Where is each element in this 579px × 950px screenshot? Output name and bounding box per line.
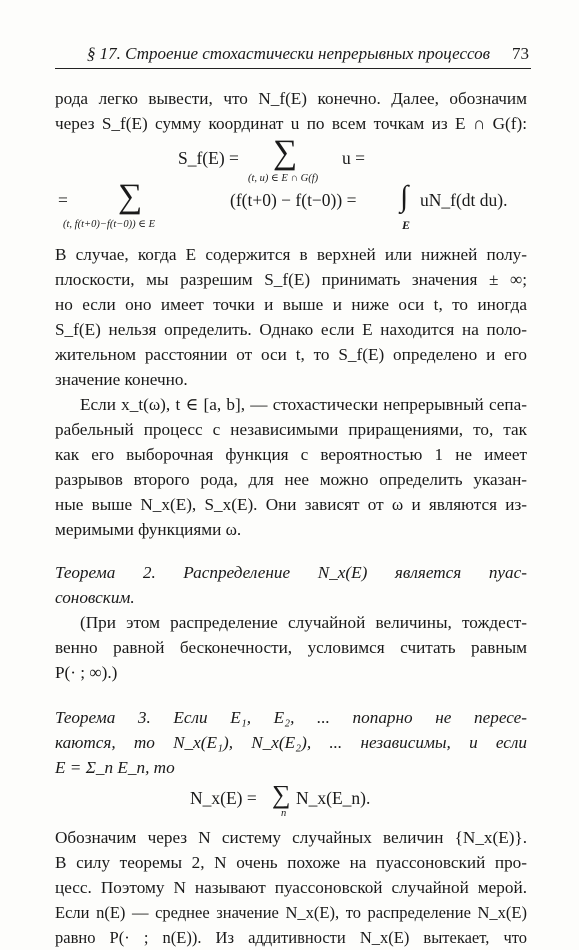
equation-1-right: u = — [342, 148, 365, 168]
header-rule — [55, 68, 531, 69]
integral-symbol: ∫ — [400, 180, 409, 213]
equation-3-subscript: n — [281, 808, 287, 819]
sum-symbol: ∑ — [273, 134, 298, 171]
equation-3-left: N_x(E) = — [190, 788, 257, 808]
text-line: жительном расстоянии от оси t, то S_f(E) определено и его — [55, 345, 527, 364]
text-line: Обозначим через N систему случайных величин {N_x(E)}. — [55, 828, 527, 847]
equation-1-left: S_f(E) = — [178, 148, 239, 168]
text-line: плоскости, мы разрешим S_f(E) принимать значения ± ∞; — [55, 270, 527, 289]
text-line: рода легко вывести, что N_f(E) конечно. Далее, обозначим — [55, 89, 527, 108]
text-line: S_f(E) нельзя определить. Однако если E находится на поло- — [55, 320, 527, 339]
integral-domain: E — [402, 218, 411, 232]
text-line: цесс. Поэтому N называют пуассоновской случайной мерой. — [55, 878, 527, 897]
page-number: 73 — [512, 44, 529, 63]
running-header — [58, 44, 529, 64]
text-line: как его выборочная функция с вероятностью 1 не имеет — [55, 445, 527, 464]
text-line: (При этом распределение случайной величины, тождест- — [80, 613, 527, 632]
text-line: через S_f(E) сумму координат u по всем точкам из E ∩ G(f): — [55, 114, 527, 133]
theorem-2-cont: соновским. — [55, 588, 135, 607]
sum-symbol: ∑ — [118, 178, 143, 215]
text-line: меримыми функциями ω. — [55, 520, 242, 539]
text-line: ные выше N_x(E), S_x(E). Они зависят от ω и являются из- — [55, 495, 527, 514]
text-line: P(· ; ∞).) — [55, 663, 118, 682]
equation-1-subscript: (t, u) ∈ E ∩ G(f) — [248, 173, 319, 184]
theorem-2: Теорема 2. Распределение N_x(E) является пуас- — [55, 563, 527, 582]
text-line: разрывов второго рода, для нее можно определить указан- — [55, 470, 527, 489]
text-line: значение конечно. — [55, 370, 188, 389]
text-line: Если n(E) — среднее значение N_x(E), то распределение N_x(E) — [55, 903, 527, 922]
header-title: § 17. Строение стохастически непрерывных процессов — [86, 44, 490, 63]
sum-symbol: ∑ — [272, 780, 291, 809]
text-line: рабельный процесс с независимыми приращениями, то, так — [55, 420, 527, 439]
equation-2-body: (f(t+0) − f(t−0)) = — [230, 190, 357, 210]
text-line: венно равной бесконечности, условимся считать равным — [55, 638, 527, 657]
theorem-3-cont: каются, то N_x(E₁), N_x(E₂), ... независимы, и если — [55, 733, 527, 752]
text-line: равно P(· ; n(E)). Из аддитивности N_x(E) вытекает, что — [55, 928, 527, 947]
equation-3-right: N_x(E_n). — [296, 788, 371, 808]
theorem-3: Теорема 3. Если E₁, E₂, ... попарно не пересе- — [55, 708, 527, 727]
theorem-3-cont: E = Σ_n E_n, то — [55, 758, 175, 777]
equation-2-lead: = — [58, 190, 68, 210]
equation-2-tail: uN_f(dt du). — [420, 190, 508, 210]
equation-2-subscript: (t, f(t+0)−f(t−0)) ∈ E — [63, 219, 156, 230]
text-line: Если x_t(ω), t ∈ [a, b], — стохастически непрерывный сепа- — [80, 395, 527, 414]
text-line: В силу теоремы 2, N очень похоже на пуассоновский про- — [55, 853, 527, 872]
text-line: но если оно имеет точки и выше и ниже оси t, то иногда — [55, 295, 527, 314]
text-line: В случае, когда E содержится в верхней или нижней полу- — [55, 245, 527, 264]
